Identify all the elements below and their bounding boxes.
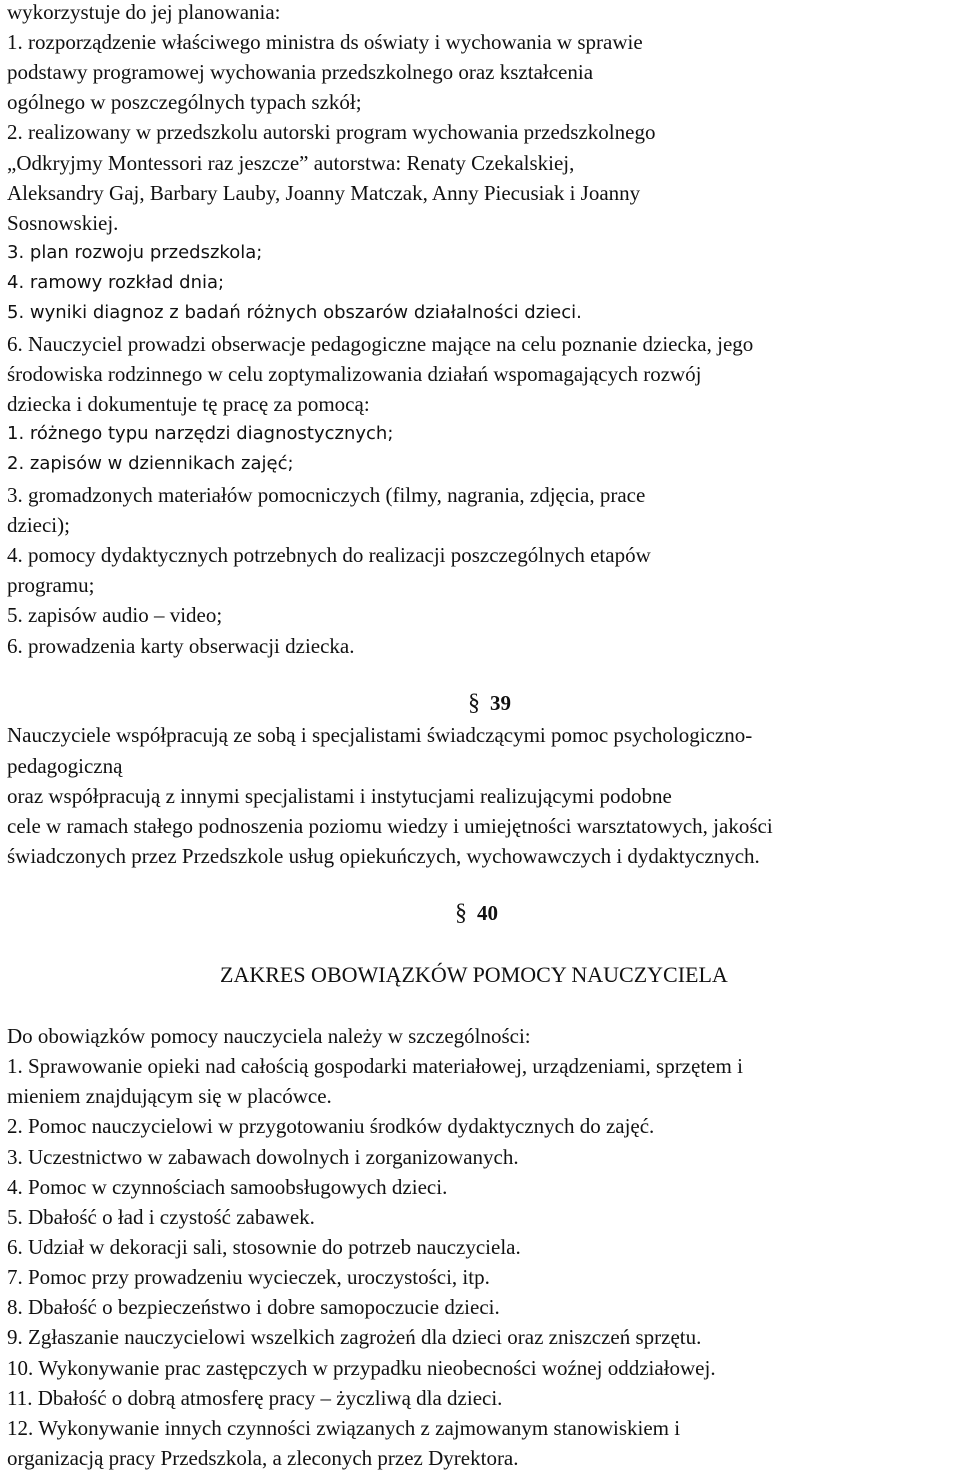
section-number: 40 <box>477 901 498 925</box>
list-item: organizacją pracy Przedszkola, a zleconych przez Dyrektora. <box>7 1446 519 1470</box>
paragraph-line: świadczonych przez Przedszkole usług opiekuńczych, wychowawczych i dydaktycznych. <box>7 844 760 868</box>
section-heading: ZAKRES OBOWIĄZKÓW POMOCY NAUCZYCIELA <box>220 962 728 987</box>
list-item: dzieci); <box>7 513 70 537</box>
list-item: 3. plan rozwoju przedszkola; <box>7 242 263 263</box>
list-item: 4. pomocy dydaktycznych potrzebnych do realizacji poszczególnych etapów <box>7 543 651 567</box>
list-item: 1. różnego typu narzędzi diagnostycznych; <box>7 423 394 444</box>
paragraph-observation: dziecka i dokumentuje tę pracę za pomocą: <box>7 392 370 416</box>
list-item: mieniem znajdującym się w placówce. <box>7 1084 332 1108</box>
list-item: „Odkryjmy Montessori raz jeszcze” autorstwa: Renaty Czekalskiej, <box>7 151 575 175</box>
list-item: 3. Uczestnictwo w zabawach dowolnych i zorganizowanych. <box>7 1145 519 1169</box>
section-40-title <box>455 898 498 928</box>
section-symbol: § <box>455 900 467 926</box>
list-item: 6. prowadzenia karty obserwacji dziecka. <box>7 634 355 658</box>
paragraph-line: oraz współpracują z innymi specjalistami i instytucjami realizującymi podobne <box>7 784 672 808</box>
paragraph-observation: 6. Nauczyciel prowadzi obserwacje pedagogiczne mające na celu poznanie dziecka, jego <box>7 332 754 356</box>
list-item: 6. Udział w dekoracji sali, stosownie do potrzeb nauczyciela. <box>7 1235 521 1259</box>
list-item: 5. wyniki diagnoz z badań różnych obszarów działalności dzieci. <box>7 302 582 323</box>
list-item: 11. Dbałość o dobrą atmosferę pracy – życzliwą dla dzieci. <box>7 1386 503 1410</box>
list-item: 12. Wykonywanie innych czynności związanych z zajmowanym stanowiskiem i <box>7 1416 681 1440</box>
list-item: Sosnowskiej. <box>7 211 119 235</box>
paragraph-intro: wykorzystuje do jej planowania: <box>7 0 281 24</box>
list-item: ogólnego w poszczególnych typach szkół; <box>7 90 362 114</box>
list-item: 2. realizowany w przedszkolu autorski program wychowania przedszkolnego <box>7 120 656 144</box>
list-item: 2. zapisów w dziennikach zajęć; <box>7 453 294 474</box>
list-item: 4. ramowy rozkład dnia; <box>7 272 225 293</box>
list-item: 5. Dbałość o ład i czystość zabawek. <box>7 1205 315 1229</box>
section-symbol: § <box>468 690 480 716</box>
list-item: 2. Pomoc nauczycielowi w przygotowaniu środków dydaktycznych do zajęć. <box>7 1114 655 1138</box>
section-number: 39 <box>490 691 511 715</box>
paragraph-line: pedagogiczną <box>7 754 123 778</box>
paragraph-line: cele w ramach stałego podnoszenia poziomu wiedzy i umiejętności warsztatowych, jakości <box>7 814 773 838</box>
list-item: 9. Zgłaszanie nauczycielowi wszelkich zagrożeń dla dzieci oraz zniszczeń sprzętu. <box>7 1325 702 1349</box>
list-item: Aleksandry Gaj, Barbary Lauby, Joanny Matczak, Anny Piecusiak i Joanny <box>7 181 641 205</box>
list-item: 1. Sprawowanie opieki nad całością gospodarki materiałowej, urządzeniami, sprzętem i <box>7 1054 743 1078</box>
list-item: 3. gromadzonych materiałów pomocniczych (filmy, nagrania, zdjęcia, prace <box>7 483 646 507</box>
list-item: 4. Pomoc w czynnościach samoobsługowych dzieci. <box>7 1175 448 1199</box>
section-39-title <box>468 688 511 718</box>
list-item: programu; <box>7 573 95 597</box>
list-item: podstawy programowej wychowania przedszkolnego oraz kształcenia <box>7 60 594 84</box>
paragraph-observation: środowiska rodzinnego w celu zoptymalizowania działań wspomagających rozwój <box>7 362 702 386</box>
list-item: 5. zapisów audio – video; <box>7 603 223 627</box>
list-item: 7. Pomoc przy prowadzeniu wycieczek, uroczystości, itp. <box>7 1265 490 1289</box>
list-item: 1. rozporządzenie właściwego ministra ds oświaty i wychowania w sprawie <box>7 30 643 54</box>
list-item: 10. Wykonywanie prac zastępczych w przypadku nieobecności woźnej oddziałowej. <box>7 1356 716 1380</box>
list-item: 8. Dbałość o bezpieczeństwo i dobre samopoczucie dzieci. <box>7 1295 500 1319</box>
paragraph-line: Nauczyciele współpracują ze sobą i specjalistami świadczącymi pomoc psychologiczno- <box>7 723 753 747</box>
paragraph-intro: Do obowiązków pomocy nauczyciela należy w szczególności: <box>7 1024 531 1048</box>
